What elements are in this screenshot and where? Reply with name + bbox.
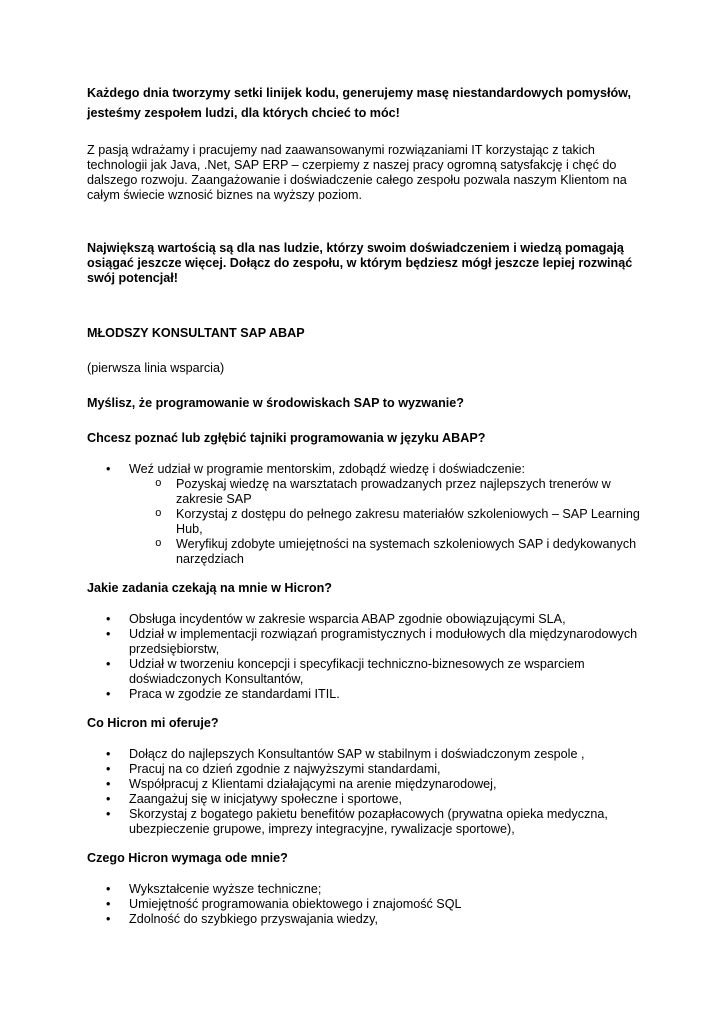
values-paragraph: Największą wartością są dla nas ludzie, którzy swoim doświadczeniem i wiedzą pomagają osiągać jeszcze więcej. Dołącz do zespołu, w którym będziesz mógł jeszcze lepiej rozwinąć swój potencjał!	[87, 241, 633, 285]
list-item: o Korzystaj z dostępu do pełnego zakresu materiałów szkoleniowych – SAP Learning Hub,	[176, 507, 645, 537]
tasks-heading: Jakie zadania czekają na mnie w Hicron?	[87, 581, 332, 595]
question-abap: Chcesz poznać lub zgłębić tajniki programowania w języku ABAP?	[87, 431, 486, 445]
list-item: o Weryfikuj zdobyte umiejętności na systemach szkoleniowych SAP i dedykowanych narzędziach	[176, 537, 645, 567]
intro-paragraph: Z pasją wdrażamy i pracujemy nad zaawansowanymi rozwiązaniami IT korzystając z takich technologii jak Java, .Net, SAP ERP – czerpiemy z naszej pracy ogromną satysfakcję i chęć do dalszego rozwoju. Zaangażowanie i doświadczenie całego zespołu pozwala naszym Klientom na całym świecie wznosić biznes na wyższy poziom.	[87, 143, 627, 202]
requirements-heading: Czego Hicron wymaga ode mnie?	[87, 851, 288, 865]
list-item: • Skorzystaj z bogatego pakietu benefitów pozapłacowych (prywatna opieka medyczna, ubezpieczenie grupowe, imprezy integracyjne, rywalizacje sportowe),	[129, 807, 645, 837]
mentoring-sublist	[129, 477, 645, 567]
offer-heading: Co Hicron mi oferuje?	[87, 716, 219, 730]
list-item: • Współpracuj z Klientami działającymi na arenie międzynarodowej,	[129, 777, 645, 792]
list-item: • Zaangażuj się w inicjatywy społeczne i sportowe,	[129, 792, 645, 807]
tasks-list	[87, 612, 645, 702]
list-item: • Zdolność do szybkiego przyswajania wiedzy,	[129, 912, 645, 927]
job-subtitle: (pierwsza linia wsparcia)	[87, 361, 225, 375]
job-title: MŁODSZY KONSULTANT SAP ABAP	[87, 326, 305, 340]
intro-headline: Każdego dnia tworzymy setki linijek kodu, generujemy masę niestandardowych pomysłów, jesteśmy zespołem ludzi, dla których chcieć to móc!	[87, 86, 632, 120]
mentoring-label: Weź udział w programie mentorskim, zdobądź wiedzę i doświadczenie:	[129, 462, 525, 476]
list-item: • Wykształcenie wyższe techniczne;	[129, 882, 645, 897]
list-item: • Dołącz do najlepszych Konsultantów SAP w stabilnym i doświadczonym zespole ,	[129, 747, 645, 762]
mentoring-list	[87, 462, 645, 567]
list-item: • Obsługa incydentów w zakresie wsparcia ABAP zgodnie obowiązującymi SLA,	[129, 612, 645, 627]
list-item: • Umiejętność programowania obiektowego i znajomość SQL	[129, 897, 645, 912]
requirements-list	[87, 882, 645, 927]
question-sap-challenge: Myślisz, że programowanie w środowiskach SAP to wyzwanie?	[87, 396, 464, 410]
list-item: • Pracuj na co dzień zgodnie z najwyższymi standardami,	[129, 762, 645, 777]
list-item: o Pozyskaj wiedzę na warsztatach prowadzanych przez najlepszych trenerów w zakresie SAP	[176, 477, 645, 507]
list-item	[129, 462, 645, 567]
list-item: • Udział w tworzeniu koncepcji i specyfikacji techniczno-biznesowych ze wsparciem doświadczonych Konsultantów,	[129, 657, 645, 687]
list-item: • Udział w implementacji rozwiązań programistycznych i modułowych dla międzynarodowych przedsiębiorstw,	[129, 627, 645, 657]
offer-list	[87, 747, 645, 837]
list-item: • Praca w zgodzie ze standardami ITIL.	[129, 687, 645, 702]
